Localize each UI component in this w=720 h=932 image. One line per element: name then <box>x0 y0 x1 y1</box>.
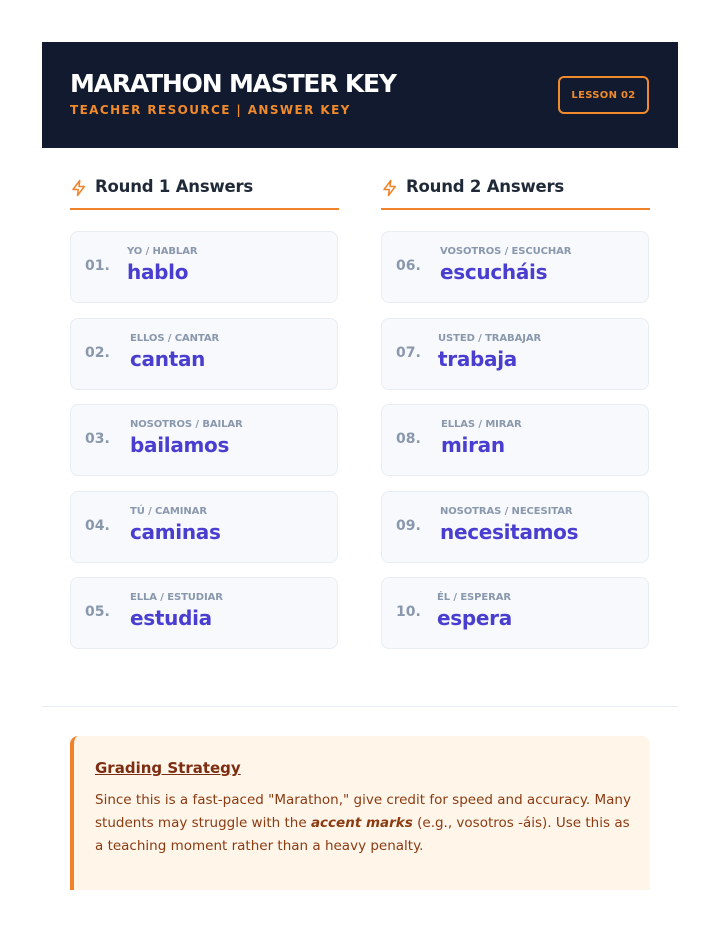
item-number: 03. <box>85 431 110 447</box>
round-2-title: Round 2 Answers <box>406 177 565 196</box>
item-prompt: NOSOTROS / BAILAR <box>130 419 243 430</box>
item-answer: bailamos <box>130 433 230 457</box>
answer-card <box>381 491 649 563</box>
item-prompt: NOSOTRAS / NECESITAR <box>440 506 573 517</box>
item-number: 09. <box>396 518 421 534</box>
item-answer: hablo <box>127 260 189 284</box>
item-number: 07. <box>396 345 421 361</box>
grading-strategy-callout <box>70 736 650 890</box>
item-prompt: ELLAS / MIRAR <box>441 419 522 430</box>
item-answer: cantan <box>130 347 206 371</box>
answer-card <box>381 318 649 390</box>
round-2-heading <box>381 176 650 210</box>
answer-card <box>70 231 338 303</box>
strategy-text-end: (e.g., vosotros -áis). Use this as a teaching moment rather than a heavy penalty. <box>95 815 630 854</box>
page-title: MARATHON MASTER KEY <box>70 69 396 98</box>
strategy-title: Grading Strategy <box>95 759 241 777</box>
item-number: 02. <box>85 345 110 361</box>
item-number: 05. <box>85 604 110 620</box>
round-1-title: Round 1 Answers <box>95 177 254 196</box>
item-number: 06. <box>396 258 421 274</box>
section-divider <box>42 706 678 707</box>
item-prompt: YO / HABLAR <box>127 246 198 257</box>
item-prompt: ÉL / ESPERAR <box>437 592 511 603</box>
answer-card <box>70 404 338 476</box>
item-number: 04. <box>85 518 110 534</box>
answer-card <box>70 577 338 649</box>
bolt-icon <box>70 179 88 197</box>
item-number: 08. <box>396 431 421 447</box>
item-prompt: USTED / TRABAJAR <box>438 333 542 344</box>
item-prompt: ELLOS / CANTAR <box>130 333 220 344</box>
lesson-badge: LESSON 02 <box>558 76 649 114</box>
strategy-text <box>95 789 635 858</box>
page-header <box>42 42 678 148</box>
round-1-heading <box>70 176 339 210</box>
item-answer: miran <box>441 433 505 457</box>
item-answer: trabaja <box>438 347 517 371</box>
answer-card <box>381 231 649 303</box>
item-prompt: VOSOTROS / ESCUCHAR <box>440 246 572 257</box>
answer-card <box>70 491 338 563</box>
item-answer: necesitamos <box>440 520 579 544</box>
page-subtitle: TEACHER RESOURCE | ANSWER KEY <box>70 103 351 117</box>
item-number: 10. <box>396 604 421 620</box>
strategy-text-start: Since this is a fast-paced "Marathon," give credit for speed and accuracy. Many students may struggle with the <box>95 792 631 831</box>
strategy-emphasis: accent marks <box>310 815 413 831</box>
item-prompt: TÚ / CAMINAR <box>130 506 207 517</box>
item-answer: caminas <box>130 520 221 544</box>
item-answer: escucháis <box>440 260 548 284</box>
answer-card <box>381 577 649 649</box>
item-number: 01. <box>85 258 110 274</box>
item-prompt: ELLA / ESTUDIAR <box>130 592 223 603</box>
answer-card <box>381 404 649 476</box>
answer-card <box>70 318 338 390</box>
bolt-icon <box>381 179 399 197</box>
item-answer: estudia <box>130 606 212 630</box>
item-answer: espera <box>437 606 512 630</box>
